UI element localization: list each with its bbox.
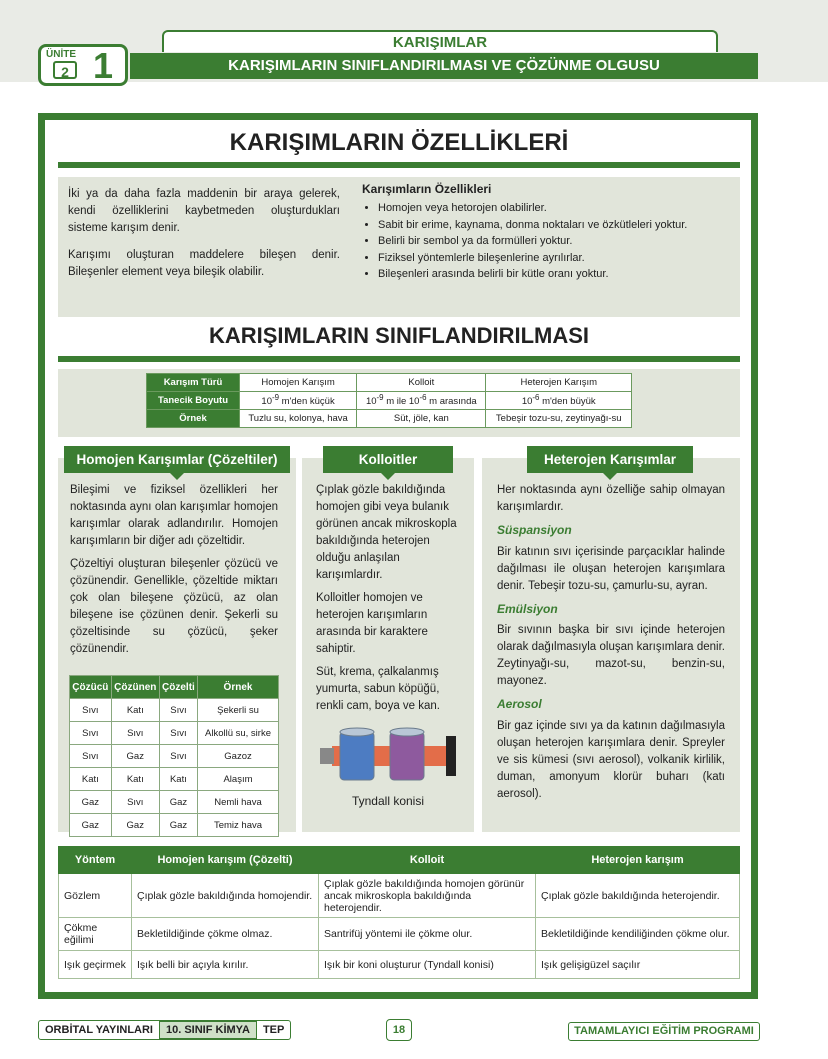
- properties-title: KARIŞIMLARIN ÖZELLİKLERİ: [229, 129, 569, 156]
- heading-pointer: [381, 473, 395, 480]
- size-base: 10: [261, 396, 272, 408]
- aerosol-text: Bir gaz içinde sıvı ya da katının dağılmasıyla oluşan heterojen karışımlara denir. Spreyler ve sis kümesi (sıvı aerosol), volkanik kirlilik, duman, amonyum klorür buharı (katı aerosol).: [497, 719, 725, 800]
- table-row: [70, 745, 279, 768]
- unit-label: ÜNİTE: [46, 49, 76, 60]
- table-row: [70, 699, 279, 722]
- unit-badge: [38, 44, 128, 86]
- table-cell: Temiz hava: [198, 814, 279, 837]
- kolloit-paragraph-2: Kolloitler homojen ve heterojen karışımların arasında bir karaktere sahiptir.: [316, 592, 428, 655]
- table-row: [59, 918, 740, 951]
- table-header-row: [70, 676, 279, 699]
- table-cell: Katı: [159, 768, 197, 791]
- size-exponent: -9: [272, 393, 280, 403]
- list-item: • Bileşenleri arasında belirli bir kütle oranı yoktur.: [378, 266, 734, 283]
- footer-type: TEP: [262, 1024, 285, 1036]
- table-cell: Tuzlu su, kolonya, hava: [240, 410, 357, 428]
- homojen-paragraph-2: Çözeltiyi oluşturan bileşenler çözücü ve çözünendir. Genellikle, çözeltide miktarı çok olan bileşene çözücü, az olan bileşene ise çözünen denir. Şekerli su çözeltisinde su çözücü, şeker çözünendir.: [70, 558, 278, 655]
- topic-title: KARIŞIMLAR: [162, 30, 718, 52]
- kolloit-paragraph-1: Çıplak gözle bakıldığında homojen gibi veya bulanık görünen ancak mikroskopla bakıldığında heterojen olduğu anlaşılan karışımlardır.: [316, 484, 457, 581]
- table-cell: Gaz: [159, 791, 197, 814]
- table-cell: Gözlem: [59, 874, 132, 918]
- table-cell: Işık bir koni oluşturur (Tyndall konisi): [319, 951, 536, 979]
- properties-list-block: [362, 182, 734, 283]
- table-cell: Katı: [70, 768, 112, 791]
- table-cell: [357, 392, 486, 410]
- heterojen-text: [497, 482, 725, 813]
- size-base: 10: [365, 396, 377, 408]
- table-cell: Tanecik Boyutu: [147, 392, 240, 410]
- beaker-colloid: [390, 732, 424, 780]
- heading-pointer: [170, 473, 184, 480]
- homojen-heading: Homojen Karışımlar (Çözeltiler): [64, 446, 290, 473]
- table-cell: Işık gelişigüzel saçılır: [536, 951, 740, 979]
- heading-pointer: [603, 473, 617, 480]
- list-item: • Homojen veya hetorojen olabilirler.: [378, 200, 734, 217]
- table-cell: Heterojen Karışım: [486, 374, 632, 392]
- table-header-cell: Kolloit: [319, 847, 536, 874]
- size-text: m ile 10: [383, 396, 420, 408]
- table-cell: Sıvı: [159, 699, 197, 722]
- table-row: [70, 722, 279, 745]
- table-cell: Gaz: [111, 745, 159, 768]
- title-underline: [58, 162, 740, 168]
- size-text: m'den büyük: [539, 396, 596, 408]
- table-cell: Sıvı: [111, 722, 159, 745]
- table-cell: Alkollü su, sirke: [198, 722, 279, 745]
- intro-paragraph-1: İki ya da daha fazla maddenin bir araya gelerek, kendi özelliklerini kaybetmeden oluşturdukları sisteme karışım denir.: [68, 188, 340, 234]
- table-cell: Çıplak gözle bakıldığında homojendir.: [132, 874, 319, 918]
- table-cell: Çökme eğilimi: [59, 918, 132, 951]
- classification-table: [146, 373, 632, 428]
- table-cell: Katı: [111, 699, 159, 722]
- table-cell: Işık belli bir açıyla kırılır.: [132, 951, 319, 979]
- table-header-cell: Heterojen karışım: [536, 847, 740, 874]
- suspansiyon-title: Süspansiyon: [497, 523, 572, 537]
- properties-list-title: Karışımların Özellikleri: [362, 182, 492, 196]
- table-header-cell: Çözücü: [70, 676, 112, 699]
- kolloit-text: [316, 482, 462, 725]
- table-cell: Katı: [111, 768, 159, 791]
- table-cell: Şekerli su: [198, 699, 279, 722]
- screen: [446, 736, 456, 776]
- table-cell: Gaz: [70, 791, 112, 814]
- table-row: [59, 951, 740, 979]
- kolloit-heading: Kolloitler: [323, 446, 453, 473]
- homojen-text: [70, 482, 278, 668]
- footer-publisher: ORBİTAL YAYINLARI: [45, 1024, 153, 1036]
- comparison-table: [58, 846, 740, 979]
- table-cell: Süt, jöle, kan: [357, 410, 486, 428]
- table-cell: Sıvı: [70, 699, 112, 722]
- table-cell: Tebeşir tozu-su, zeytinyağı-su: [486, 410, 632, 428]
- unit-number: 2: [53, 61, 77, 79]
- table-row: [70, 768, 279, 791]
- table-row: [147, 410, 632, 428]
- table-cell: Çıplak gözle bakıldığında homojen görünür ancak mikroskopla bakıldığında heterojendir.: [319, 874, 536, 918]
- table-header-row: [59, 847, 740, 874]
- table-cell: Sıvı: [111, 791, 159, 814]
- table-header-cell: Homojen karışım (Çözelti): [132, 847, 319, 874]
- solution-table: [69, 675, 279, 837]
- page-number: 18: [386, 1019, 412, 1041]
- heterojen-heading: Heterojen Karışımlar: [527, 446, 693, 473]
- table-row: [147, 392, 632, 410]
- table-cell: Sıvı: [159, 722, 197, 745]
- homojen-paragraph-1: Bileşimi ve fiziksel özellikleri her noktasında aynı olan karışımlar homojen karışımlar olarak adlandırılır. Homojen karışımların bir diğer adı çözeltidir.: [70, 484, 278, 547]
- list-item: • Belirli bir sembol ya da formülleri yoktur.: [378, 233, 734, 250]
- table-cell: Sıvı: [70, 745, 112, 768]
- intro-paragraph-2: Karışımı oluşturan maddelere bileşen denir. Bileşenler element veya bileşik olabilir.: [68, 249, 340, 278]
- table-cell: Gaz: [111, 814, 159, 837]
- table-cell: Santrifüj yöntemi ile çökme olur.: [319, 918, 536, 951]
- size-exponent: -6: [532, 393, 540, 403]
- flashlight: [320, 748, 334, 764]
- suspansiyon-text: Bir katının sıvı içerisinde parçacıklar halinde dağılması ile oluşan heterojen karışımlara denir. Tebeşir tozu-su, çamurlu-su, ayran.: [497, 545, 725, 592]
- table-row: [70, 814, 279, 837]
- table-cell: Sıvı: [70, 722, 112, 745]
- size-base: 10: [521, 396, 533, 408]
- table-row: [70, 791, 279, 814]
- table-cell: Çıplak gözle bakıldığında heterojendir.: [536, 874, 740, 918]
- table-cell: Alaşım: [198, 768, 279, 791]
- footer-program: TAMAMLAYICI EĞİTİM PROGRAMI: [568, 1022, 760, 1041]
- table-cell: Gaz: [70, 814, 112, 837]
- chapter-number: 1: [93, 45, 114, 86]
- table-row: [59, 874, 740, 918]
- aerosol-title: Aerosol: [497, 697, 542, 711]
- properties-list: [362, 200, 734, 283]
- emulsiyon-text: Bir sıvının başka bir sıvı içinde heterojen olarak dağılmasıyla oluşan karışımlara denir. Zeytinyağı-su, mazot-su, benzin-su, mayonez.: [497, 624, 725, 687]
- tyndall-illustration: [318, 722, 464, 792]
- size-text: m arasında: [426, 396, 477, 408]
- heterojen-intro: Her noktasında aynı özelliğe sahip olmayan karışımlardır.: [497, 484, 725, 513]
- table-cell: Karışım Türü: [147, 374, 240, 392]
- table-header-cell: Yöntem: [59, 847, 132, 874]
- table-cell: Gazoz: [198, 745, 279, 768]
- kolloit-paragraph-3: Süt, krema, çalkalanmış yumurta, sabun köpüğü, renkli cam, boya ve kan.: [316, 666, 441, 712]
- table-row: [147, 374, 632, 392]
- table-cell: Gaz: [159, 814, 197, 837]
- table-cell: Kolloit: [357, 374, 486, 392]
- table-header-cell: Çözünen: [111, 676, 159, 699]
- footer-publisher-block: [38, 1020, 291, 1040]
- classification-title: KARIŞIMLARIN SINIFLANDIRILMASI: [208, 323, 590, 348]
- table-cell: [240, 392, 357, 410]
- table-cell: Örnek: [147, 410, 240, 428]
- title-underline: [58, 356, 740, 362]
- list-item: • Fiziksel yöntemlerle bileşenlerine ayrılırlar.: [378, 250, 734, 267]
- table-header-cell: Örnek: [198, 676, 279, 699]
- table-cell: Nemli hava: [198, 791, 279, 814]
- beaker-solution: [340, 732, 374, 780]
- emulsiyon-title: Emülsiyon: [497, 601, 558, 616]
- table-cell: Bekletildiğinde çökme olmaz.: [132, 918, 319, 951]
- properties-intro: [68, 186, 340, 291]
- table-cell: Sıvı: [159, 745, 197, 768]
- size-text: m'den küçük: [279, 396, 335, 408]
- table-cell: Işık geçirmek: [59, 951, 132, 979]
- table-cell: Bekletildiğinde kendiliğinden çökme olur.: [536, 918, 740, 951]
- table-header-cell: Çözelti: [159, 676, 197, 699]
- list-item: • Sabit bir erime, kaynama, donma noktaları ve özkütleleri yoktur.: [378, 217, 734, 234]
- size-exponent: -9: [376, 393, 384, 403]
- subtopic-title: KARIŞIMLARIN SINIFLANDIRILMASI VE ÇÖZÜNME OLGUSU: [130, 53, 758, 79]
- tyndall-caption: Tyndall konisi: [351, 794, 425, 808]
- size-exponent: -6: [419, 393, 427, 403]
- table-cell: Homojen Karışım: [240, 374, 357, 392]
- table-cell: [486, 392, 632, 410]
- footer-book: 10. SINIF KİMYA: [159, 1021, 257, 1039]
